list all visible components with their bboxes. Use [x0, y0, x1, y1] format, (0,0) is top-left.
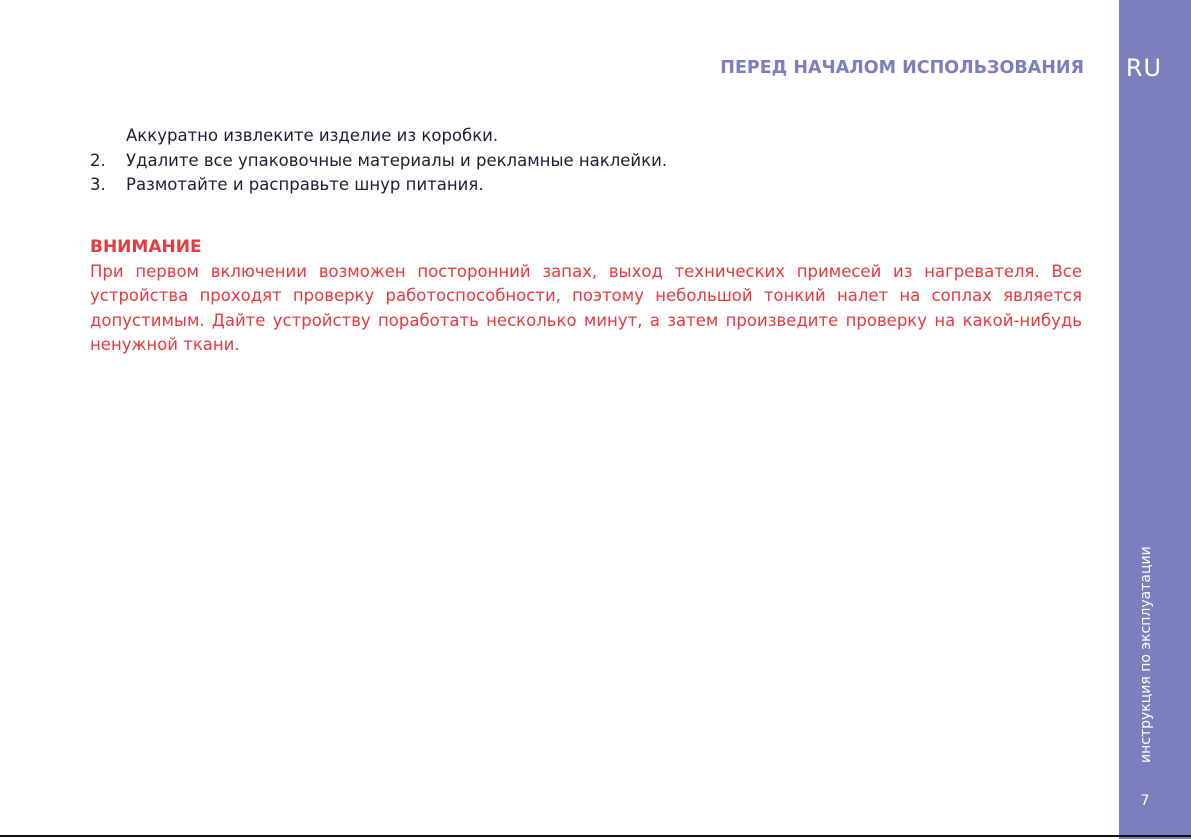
- step-text: Размотайте и расправьте шнур питания.: [126, 175, 484, 194]
- language-label: RU: [1125, 54, 1163, 82]
- step-item-3: [90, 173, 790, 198]
- language-sidebar: [1119, 0, 1191, 839]
- warning-title: ВНИМАНИЕ: [90, 237, 202, 257]
- page-number: 7: [1140, 793, 1150, 809]
- step-item-2: [90, 149, 790, 174]
- step-number: 2.: [90, 150, 106, 170]
- step-text: Удалите все упаковочные материалы и рекламные наклейки.: [126, 150, 668, 170]
- step-number: 3.: [90, 175, 106, 194]
- warning-text: При первом включении возможен посторонний запах, выход технических примесей из нагревателя. Все устройства проходят проверку работоспособности, поэтому небольшой тонкий налет на соплах является допустимым. Дайте устройству поработать несколько минут, а затем произведите проверку на какой-нибудь ненужной ткани.: [90, 262, 1082, 354]
- step-text: Аккуратно извлеките изделие из коробки.: [126, 126, 499, 145]
- section-title: ПЕРЕД НАЧАЛОМ ИСПОЛЬЗОВАНИЯ: [720, 58, 1084, 78]
- step-item-1: [90, 124, 790, 149]
- manual-vertical-title: инструкция по эксплуатации: [1138, 546, 1154, 763]
- bottom-divider: [0, 835, 1191, 837]
- warning-block: [90, 235, 1082, 357]
- preparation-steps: [90, 124, 790, 198]
